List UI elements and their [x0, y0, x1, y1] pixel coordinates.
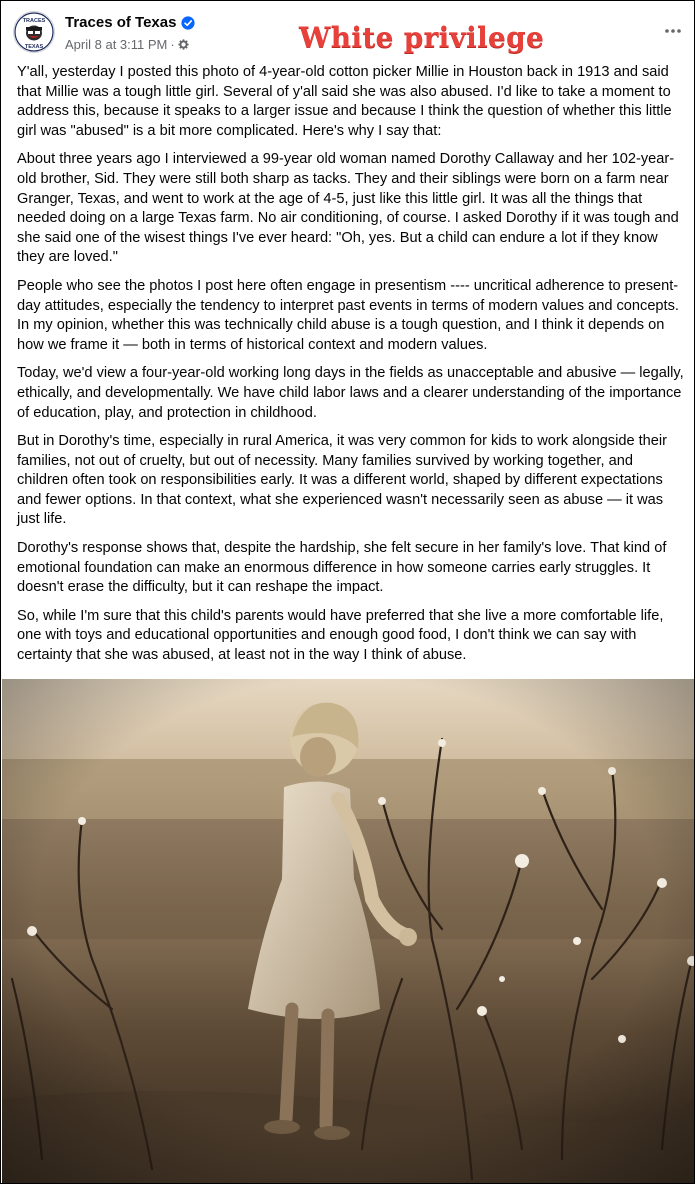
avatar-text-bottom: TEXAS [24, 44, 44, 50]
verified-badge-icon [181, 16, 195, 30]
post-photo[interactable] [2, 679, 694, 1183]
post-timestamp[interactable]: April 8 at 3:11 PM [65, 37, 168, 52]
post-paragraph: But in Dorothy's time, especially in rural America, it was very common for kids to work alongside their families, not out of cruelty, but out of necessity. Many families survived by working together, and children often took on responsibilities early. It was a different world, shaped by different expectations and fewer options. In that context, what she experienced wasn't necessarily seen as abuse — it was just life. [17, 433, 668, 528]
page-avatar[interactable] [13, 11, 55, 53]
page-name-link[interactable]: Traces of Texas [65, 14, 177, 31]
name-row [65, 14, 195, 31]
post-paragraph: Today, we'd view a four-year-old working long days in the fields as unacceptable and abusive — legally, ethically, and developmentally. We have child labor laws and a clearer understanding of the importance of education, play, and protection in childhood. [17, 365, 684, 421]
post-paragraph: Y'all, yesterday I posted this photo of 4-year-old cotton picker Millie in Houston back in 1913 and said that Millie was a tough little girl. Several of y'all said she was also abused. I'd like to take a moment to address this, because it speaks to a larger issue and because I think the question of whether this little girl was "abused" is a bit more complicated. Here's why I say that: [17, 64, 672, 139]
meta-separator: · [170, 37, 175, 52]
post-paragraph: Dorothy's response shows that, despite the hardship, she felt secure in her family's love. That kind of emotional foundation can make an enormous difference in how someone carries early struggles. It doesn't erase the difficulty, but it can reshape the impact. [17, 540, 667, 596]
overlay-caption: White privilege [299, 21, 545, 54]
post-paragraph: So, while I'm sure that this child's parents would have preferred that she live a more comfortable life, one with toys and educational opportunities and enough good food, I don't think we can say with certainty that she was abused, at least not in the way I think of abuse. [17, 607, 664, 664]
avatar-text-top: TRACES [22, 18, 46, 24]
post-paragraph: People who see the photos I post here often engage in presentism ---- uncritical adherence to present-day attitudes, especially the tendency to interpret past events in terms of modern values and concepts. In my opinion, whether this was technically child abuse is a tough question, and I think it depends on how we frame it — both in terms of historical context and modern values. [17, 277, 679, 353]
cotton-field-photo [2, 679, 694, 1183]
post-header [1, 1, 694, 63]
avatar-logo-icon [14, 12, 54, 52]
more-options-icon[interactable] [663, 21, 683, 41]
post-paragraph: About three years ago I interviewed a 99-year old woman named Dorothy Callaway and her 102-year-old brother, Sid. They were still both sharp as tacks. They and their siblings were born on a farm near Granger, Texas, and went to work at the age of 4-5, just like this little girl. It was all the things that needed doing on a large Texas farm. No air conditioning, of course. I asked Dorothy if it was tough and she said one of the wisest things I've ever heard: "Oh, yes. But a child can endure a lot if they know they are loved." [17, 151, 679, 266]
post-body [17, 63, 685, 675]
post-meta [65, 37, 189, 52]
gear-icon[interactable] [178, 39, 189, 50]
